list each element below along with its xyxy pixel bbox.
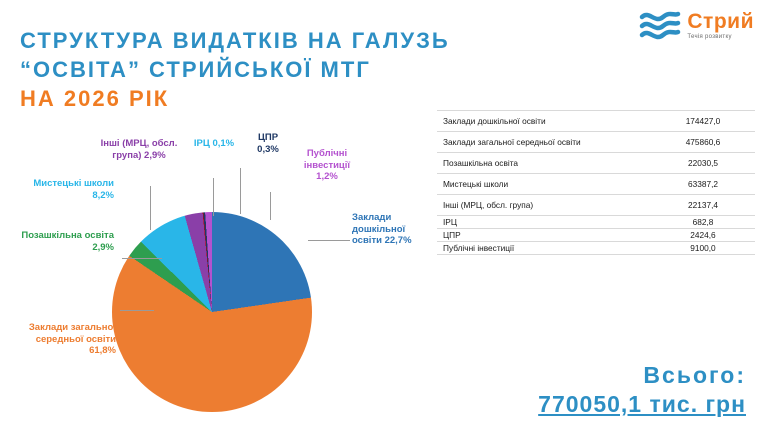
label-pct: 0,3% (257, 143, 279, 155)
leader-line (270, 192, 271, 220)
values-table (437, 110, 755, 255)
table-row (437, 195, 755, 216)
title-line-2: “ОСВІТА” СТРИЙСЬКОЇ МТГ (20, 57, 371, 83)
pie-label-irc (192, 138, 236, 150)
row-label: Інші (МРЦ, обсл. група) (437, 195, 651, 216)
row-label: Заклади загальної середньої освіти (437, 132, 651, 153)
pie-label-secondary (20, 322, 116, 357)
pie-label-public-investments (294, 148, 360, 183)
logo-title: Стрий (687, 9, 754, 33)
label-text: ІРЦ (193, 138, 210, 149)
row-value: 174427,0 (651, 111, 755, 132)
title-line-3: НА 2026 РІК (20, 86, 170, 112)
table-row (437, 229, 755, 242)
table-row (437, 111, 755, 132)
leader-line (308, 240, 350, 241)
row-value: 22030,5 (651, 153, 755, 174)
leader-line (120, 310, 154, 311)
label-text: Позашкільна освіта (21, 230, 114, 241)
leader-line (213, 178, 214, 216)
label-pct: 8,2% (92, 189, 114, 201)
table-row (437, 174, 755, 195)
row-value: 2424,6 (651, 229, 755, 242)
pie-chart (0, 100, 430, 432)
label-text: Інші (МРЦ, обсл. група) (100, 138, 178, 161)
table-body (437, 111, 755, 255)
table-row (437, 153, 755, 174)
pie-label-preschool (352, 212, 430, 247)
total-block (538, 362, 746, 418)
row-label: Заклади дошкільної освіти (437, 111, 651, 132)
row-label: Мистецькі школи (437, 174, 651, 195)
row-value: 682,8 (651, 216, 755, 229)
pie-label-extracurricular (14, 230, 114, 253)
title-line-1: СТРУКТУРА ВИДАТКІВ НА ГАЛУЗЬ (20, 28, 450, 53)
leader-line (150, 186, 151, 230)
wave-logo-icon (639, 8, 681, 42)
label-text: Заклади загальної середньої освіти (28, 322, 116, 345)
row-label: Позашкільна освіта (437, 153, 651, 174)
row-label: Публічні інвестиції (437, 242, 651, 255)
label-text: Публічні інвестиції (303, 148, 351, 171)
label-pct: 2,9% (92, 241, 114, 253)
row-value: 22137,4 (651, 195, 755, 216)
row-label: ІРЦ (437, 216, 651, 229)
table-row (437, 132, 755, 153)
total-value: 770050,1 тис. грн (538, 391, 746, 417)
pie-label-cpr (246, 132, 290, 155)
row-label: ЦПР (437, 229, 651, 242)
leader-line (240, 168, 241, 214)
pie-label-art-schools (30, 178, 114, 201)
label-pct: 61,8% (89, 345, 116, 357)
leader-line (122, 258, 162, 259)
row-value: 63387,2 (651, 174, 755, 195)
label-text: Заклади дошкільної освіти (352, 212, 406, 247)
logo-slogan: Течія розвитку (687, 33, 732, 40)
label-pct: 0,1% (212, 138, 235, 149)
total-label: Всього: (643, 362, 746, 388)
pie-label-other (96, 138, 182, 161)
row-value: 475860,6 (651, 132, 755, 153)
label-text: ЦПР (257, 132, 279, 143)
row-value: 9100,0 (651, 242, 755, 255)
label-text: Мистецькі школи (33, 178, 114, 189)
table-row (437, 242, 755, 255)
label-pct: 2,9% (144, 149, 166, 161)
label-pct: 1,2% (316, 171, 338, 183)
logo (639, 8, 754, 42)
label-pct: 22,7% (384, 235, 412, 247)
pie-circle (112, 212, 312, 412)
table-row (437, 216, 755, 229)
